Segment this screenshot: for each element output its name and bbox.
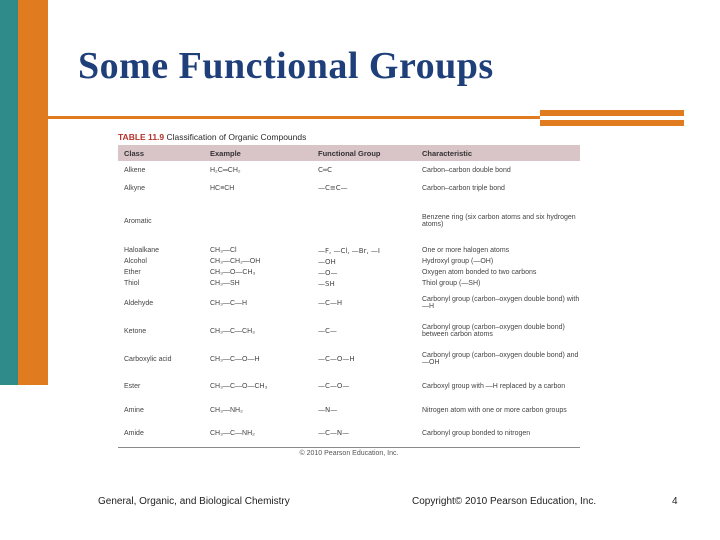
example-cell: CH₃—C—CH₃ <box>210 327 255 335</box>
example-cell: CH₃—C—H <box>210 299 248 307</box>
functional-groups-table <box>118 132 580 457</box>
table-label: TABLE 11.9 <box>118 132 165 142</box>
page-number: 4 <box>672 496 678 507</box>
table-caption-text: Classification of Organic Compounds <box>166 132 307 142</box>
characteristic-cell: Carbon–carbon triple bond <box>422 184 505 192</box>
class-cell: Alkene <box>124 166 146 174</box>
functional-group-cell: —C≡C— <box>318 184 348 192</box>
example-cell: CH₃—C—O—CH₃ <box>210 382 268 390</box>
functional-group-cell: —SH <box>318 279 335 288</box>
example-cell: CH₃—Cl <box>210 247 237 254</box>
table-row <box>118 289 580 317</box>
table-bottom-rule <box>118 447 580 448</box>
title-rule-gap <box>540 116 684 120</box>
example-cell: H₂C═CH₂ <box>210 166 241 174</box>
characteristic-cell: Carbonyl group (carbon–oxygen double bond) and —OH <box>422 352 579 366</box>
functional-group-cell: —C—O—H <box>318 355 355 363</box>
class-cell: Ester <box>124 382 141 390</box>
characteristic-cell: Hydroxyl group (—OH) <box>422 258 494 265</box>
characteristic-cell: Carbon–carbon double bond <box>422 166 511 174</box>
characteristic-cell: Oxygen atom bonded to two carbons <box>422 269 537 276</box>
table-header <box>118 145 580 161</box>
table-caption <box>118 132 580 142</box>
example-cell: CH₃—C—NH₂ <box>210 429 255 437</box>
characteristic-cell: Carbonyl group (carbon–oxygen double bond) between carbon atoms <box>422 324 565 338</box>
table-row <box>118 421 580 445</box>
characteristic-cell: Benzene ring (six carbon atoms and six hydrogen atoms) <box>422 214 576 228</box>
title-rule <box>30 116 540 119</box>
class-cell: Amide <box>124 429 144 437</box>
example-cell: CH₃—C—O—H <box>210 355 260 363</box>
class-cell: Thiol <box>124 280 140 287</box>
functional-group-cell: —F, —Cl, —Br, —I <box>318 246 380 255</box>
table-body <box>118 161 580 445</box>
example-cell: CH₃—SH <box>210 280 240 287</box>
functional-group-cell: —C—H <box>318 299 343 307</box>
functional-group-cell: —C—N— <box>318 429 350 437</box>
table-row <box>118 161 580 179</box>
example-cell: CH₃—CH₂—OH <box>210 258 261 265</box>
example-cell: CH₃—NH₂ <box>210 406 243 414</box>
table-credit: © 2010 Pearson Education, Inc. <box>299 450 399 457</box>
class-cell: Carboxylic acid <box>124 355 172 363</box>
class-cell: Ketone <box>124 327 147 335</box>
functional-group-cell: —O— <box>318 268 338 277</box>
class-cell: Ether <box>124 269 141 276</box>
footer-copyright: Copyright© 2010 Pearson Education, Inc. <box>412 496 597 507</box>
table-row <box>118 373 580 399</box>
footer-course: General, Organic, and Biological Chemistry <box>98 496 290 507</box>
example-cell: HC≡CH <box>210 184 235 192</box>
table-row <box>118 267 580 278</box>
functional-group-cell: —OH <box>318 257 336 266</box>
slide-title: Some Functional Groups <box>78 45 494 87</box>
characteristic-cell: Thiol group (—SH) <box>422 280 481 287</box>
header-example: Example <box>210 148 241 158</box>
table-row <box>118 179 580 197</box>
header-class: Class <box>124 148 145 158</box>
functional-group-cell: —C—O— <box>318 382 350 390</box>
table-row <box>118 197 580 245</box>
example-cell: CH₃—O—CH₃ <box>210 269 256 276</box>
class-cell: Alkyne <box>124 184 146 192</box>
header-characteristic: Characteristic <box>422 148 473 158</box>
class-cell: Haloalkane <box>124 247 160 254</box>
header-functional-group: Functional Group <box>318 148 381 158</box>
functional-group-cell: —C— <box>318 327 337 335</box>
characteristic-cell: Carbonyl group (carbon–oxygen double bond) with —H <box>422 296 580 310</box>
left-teal-bar <box>0 0 18 385</box>
characteristic-cell: Nitrogen atom with one or more carbon groups <box>422 406 567 414</box>
table-row <box>118 245 580 256</box>
class-cell: Amine <box>124 406 144 414</box>
characteristic-cell: One or more halogen atoms <box>422 247 510 254</box>
table-row <box>118 345 580 373</box>
class-cell: Alcohol <box>124 258 147 265</box>
class-cell: Aromatic <box>124 217 152 225</box>
characteristic-cell: Carboxyl group with —H replaced by a carbon <box>422 382 566 390</box>
functional-group-cell: —N— <box>318 406 338 414</box>
table-row <box>118 317 580 345</box>
functional-group-cell: C═C <box>318 166 332 174</box>
table-row <box>118 278 580 289</box>
table-row <box>118 399 580 421</box>
characteristic-cell: Carbonyl group bonded to nitrogen <box>422 429 531 437</box>
class-cell: Aldehyde <box>124 299 154 307</box>
table-row <box>118 256 580 267</box>
